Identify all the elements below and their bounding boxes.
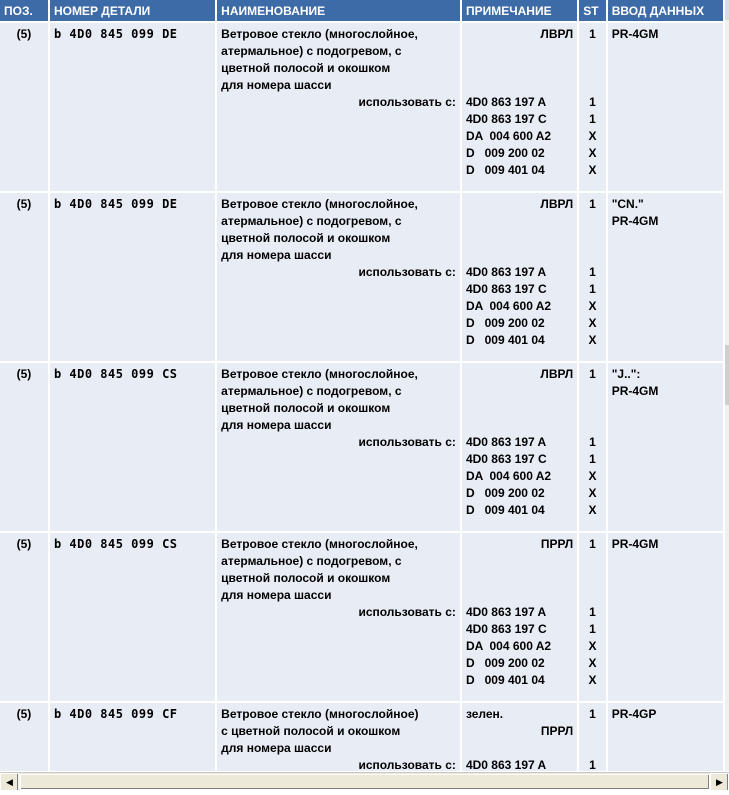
cell-pos: (5) xyxy=(0,193,48,361)
part-description: Ветровое стекло (многослойное) с цветной полосой и окошком для номера шасси xyxy=(221,707,419,755)
reference-number[interactable]: D 009 200 02 xyxy=(465,656,545,670)
arrow-left-icon[interactable]: ◀ xyxy=(0,773,19,792)
reference-number[interactable]: 4D0 863 197 C xyxy=(465,282,547,296)
cell-note xyxy=(462,23,577,191)
part-description: Ветровое стекло (многослойное, атермальное) с подогревом, с цветной полосой и окошком для номера шасси xyxy=(221,537,418,602)
cell-input[interactable] xyxy=(608,703,723,771)
header-part-number[interactable]: НОМЕР ДЕТАЛИ xyxy=(50,0,215,21)
st-value: X xyxy=(588,129,597,143)
header-st[interactable]: ST xyxy=(579,0,606,21)
reference-number[interactable]: 4D0 863 197 A xyxy=(465,435,547,449)
st-side: 1 xyxy=(589,197,596,211)
st-value: X xyxy=(588,503,597,517)
cell-st xyxy=(579,703,606,771)
reference-number[interactable]: D 009 200 02 xyxy=(465,146,545,160)
header-pos[interactable]: ПОЗ. xyxy=(0,0,48,21)
reference-number[interactable]: D 009 401 04 xyxy=(465,673,545,687)
table-header-row xyxy=(0,0,723,21)
table-row[interactable] xyxy=(0,23,723,191)
cell-name xyxy=(217,363,460,531)
cell-note xyxy=(462,703,577,771)
use-with-label: использовать с: xyxy=(358,265,456,279)
cell-input[interactable] xyxy=(608,23,723,191)
vertical-scrollbar[interactable] xyxy=(725,0,729,771)
st-value: X xyxy=(588,316,597,330)
cell-st xyxy=(579,533,606,701)
reference-number[interactable]: 4D0 863 197 A xyxy=(465,95,547,109)
cell-st xyxy=(579,363,606,531)
scroll-up-button[interactable] xyxy=(725,0,729,20)
cell-note xyxy=(462,363,577,531)
cell-part-number[interactable]: b 4D0 845 099 DE xyxy=(50,193,215,361)
table-row[interactable] xyxy=(0,533,723,701)
cell-note xyxy=(462,533,577,701)
reference-number[interactable]: 4D0 863 197 A xyxy=(465,265,547,279)
cell-name xyxy=(217,533,460,701)
use-with-label: использовать с: xyxy=(358,758,456,771)
st-value: X xyxy=(588,163,597,177)
cell-name xyxy=(217,23,460,191)
st-side: 1 xyxy=(589,27,596,41)
vertical-scroll-thumb[interactable] xyxy=(725,345,729,405)
st-side: 1 xyxy=(589,537,596,551)
note-color: зелен. xyxy=(465,707,504,721)
st-value: X xyxy=(588,656,597,670)
use-with-label: использовать с: xyxy=(358,95,456,109)
st-side: 1 xyxy=(589,367,596,381)
st-value: X xyxy=(588,333,597,347)
cell-pos: (5) xyxy=(0,23,48,191)
cell-part-number[interactable]: b 4D0 845 099 CS xyxy=(50,533,215,701)
input-code: PR-4GM xyxy=(611,214,659,228)
part-description: Ветровое стекло (многослойное, атермальное) с подогревом, с цветной полосой и окошком для номера шасси xyxy=(221,367,418,432)
arrow-right-icon[interactable]: ▶ xyxy=(710,773,729,792)
header-name[interactable]: НАИМЕНОВАНИЕ xyxy=(217,0,460,21)
st-value: 1 xyxy=(589,282,596,296)
reference-number[interactable]: 4D0 863 197 A xyxy=(465,758,547,771)
input-code: "J..": xyxy=(611,367,641,381)
st-value: 1 xyxy=(589,435,596,449)
table-body xyxy=(0,23,723,771)
reference-number[interactable]: D 009 401 04 xyxy=(465,163,545,177)
cell-pos: (5) xyxy=(0,363,48,531)
cell-input[interactable] xyxy=(608,533,723,701)
st-value: 1 xyxy=(589,758,596,771)
note-side: ПРРЛ xyxy=(540,724,574,738)
reference-number[interactable]: D 009 200 02 xyxy=(465,486,545,500)
cell-input[interactable] xyxy=(608,363,723,531)
st-value: 1 xyxy=(589,95,596,109)
reference-number[interactable]: 4D0 863 197 C xyxy=(465,452,547,466)
st-value: X xyxy=(588,486,597,500)
input-code: PR-4GM xyxy=(611,384,659,398)
reference-number[interactable]: 4D0 863 197 C xyxy=(465,622,547,636)
input-code: PR-4GP xyxy=(611,707,657,721)
st-value: 1 xyxy=(589,452,596,466)
note-side: ЛВРЛ xyxy=(540,197,574,211)
st-value: 1 xyxy=(589,112,596,126)
reference-number[interactable]: DA 004 600 A2 xyxy=(465,469,552,483)
st-value: 1 xyxy=(589,605,596,619)
input-code: PR-4GM xyxy=(611,537,659,551)
cell-input[interactable] xyxy=(608,193,723,361)
table-row[interactable] xyxy=(0,703,723,771)
input-code: "CN." xyxy=(611,197,644,211)
part-description: Ветровое стекло (многослойное, атермальное) с подогревом, с цветной полосой и окошком для номера шасси xyxy=(221,197,418,262)
reference-number[interactable]: DA 004 600 A2 xyxy=(465,129,552,143)
reference-number[interactable]: 4D0 863 197 A xyxy=(465,605,547,619)
cell-part-number[interactable]: b 4D0 845 099 CF xyxy=(50,703,215,771)
cell-st xyxy=(579,23,606,191)
cell-pos: (5) xyxy=(0,533,48,701)
st-value: 1 xyxy=(589,622,596,636)
table-row[interactable] xyxy=(0,193,723,361)
cell-pos: (5) xyxy=(0,703,48,771)
reference-number[interactable]: D 009 401 04 xyxy=(465,333,545,347)
part-description: Ветровое стекло (многослойное, атермальное) с подогревом, с цветной полосой и окошком для номера шасси xyxy=(221,27,418,92)
cell-part-number[interactable]: b 4D0 845 099 CS xyxy=(50,363,215,531)
note-side: ЛВРЛ xyxy=(540,367,574,381)
cell-note xyxy=(462,193,577,361)
st-value: X xyxy=(588,469,597,483)
cell-name xyxy=(217,193,460,361)
reference-number[interactable]: D 009 401 04 xyxy=(465,503,545,517)
st-value: X xyxy=(588,673,597,687)
input-code: PR-4GM xyxy=(611,27,659,41)
reference-number[interactable]: 4D0 863 197 C xyxy=(465,112,547,126)
horizontal-scrollbar[interactable] xyxy=(0,772,729,790)
note-side: ЛВРЛ xyxy=(540,27,574,41)
st-value: X xyxy=(588,639,597,653)
table-row[interactable] xyxy=(0,363,723,531)
cell-st xyxy=(579,193,606,361)
window-bottom-edge xyxy=(0,790,729,795)
st-value: X xyxy=(588,299,597,313)
note-side: ПРРЛ xyxy=(540,537,574,551)
reference-number[interactable]: D 009 200 02 xyxy=(465,316,545,330)
reference-number[interactable]: DA 004 600 A2 xyxy=(465,639,552,653)
st-value: 1 xyxy=(589,265,596,279)
horizontal-scroll-thumb[interactable] xyxy=(20,774,710,790)
cell-name xyxy=(217,703,460,771)
use-with-label: использовать с: xyxy=(358,435,456,449)
reference-number[interactable]: DA 004 600 A2 xyxy=(465,299,552,313)
cell-part-number[interactable]: b 4D0 845 099 DE xyxy=(50,23,215,191)
header-note[interactable]: ПРИМЕЧАНИЕ xyxy=(462,0,577,21)
header-input[interactable]: ВВОД ДАННЫХ xyxy=(608,0,723,21)
st-value: X xyxy=(588,146,597,160)
st-side: 1 xyxy=(589,707,596,721)
use-with-label: использовать с: xyxy=(358,605,456,619)
